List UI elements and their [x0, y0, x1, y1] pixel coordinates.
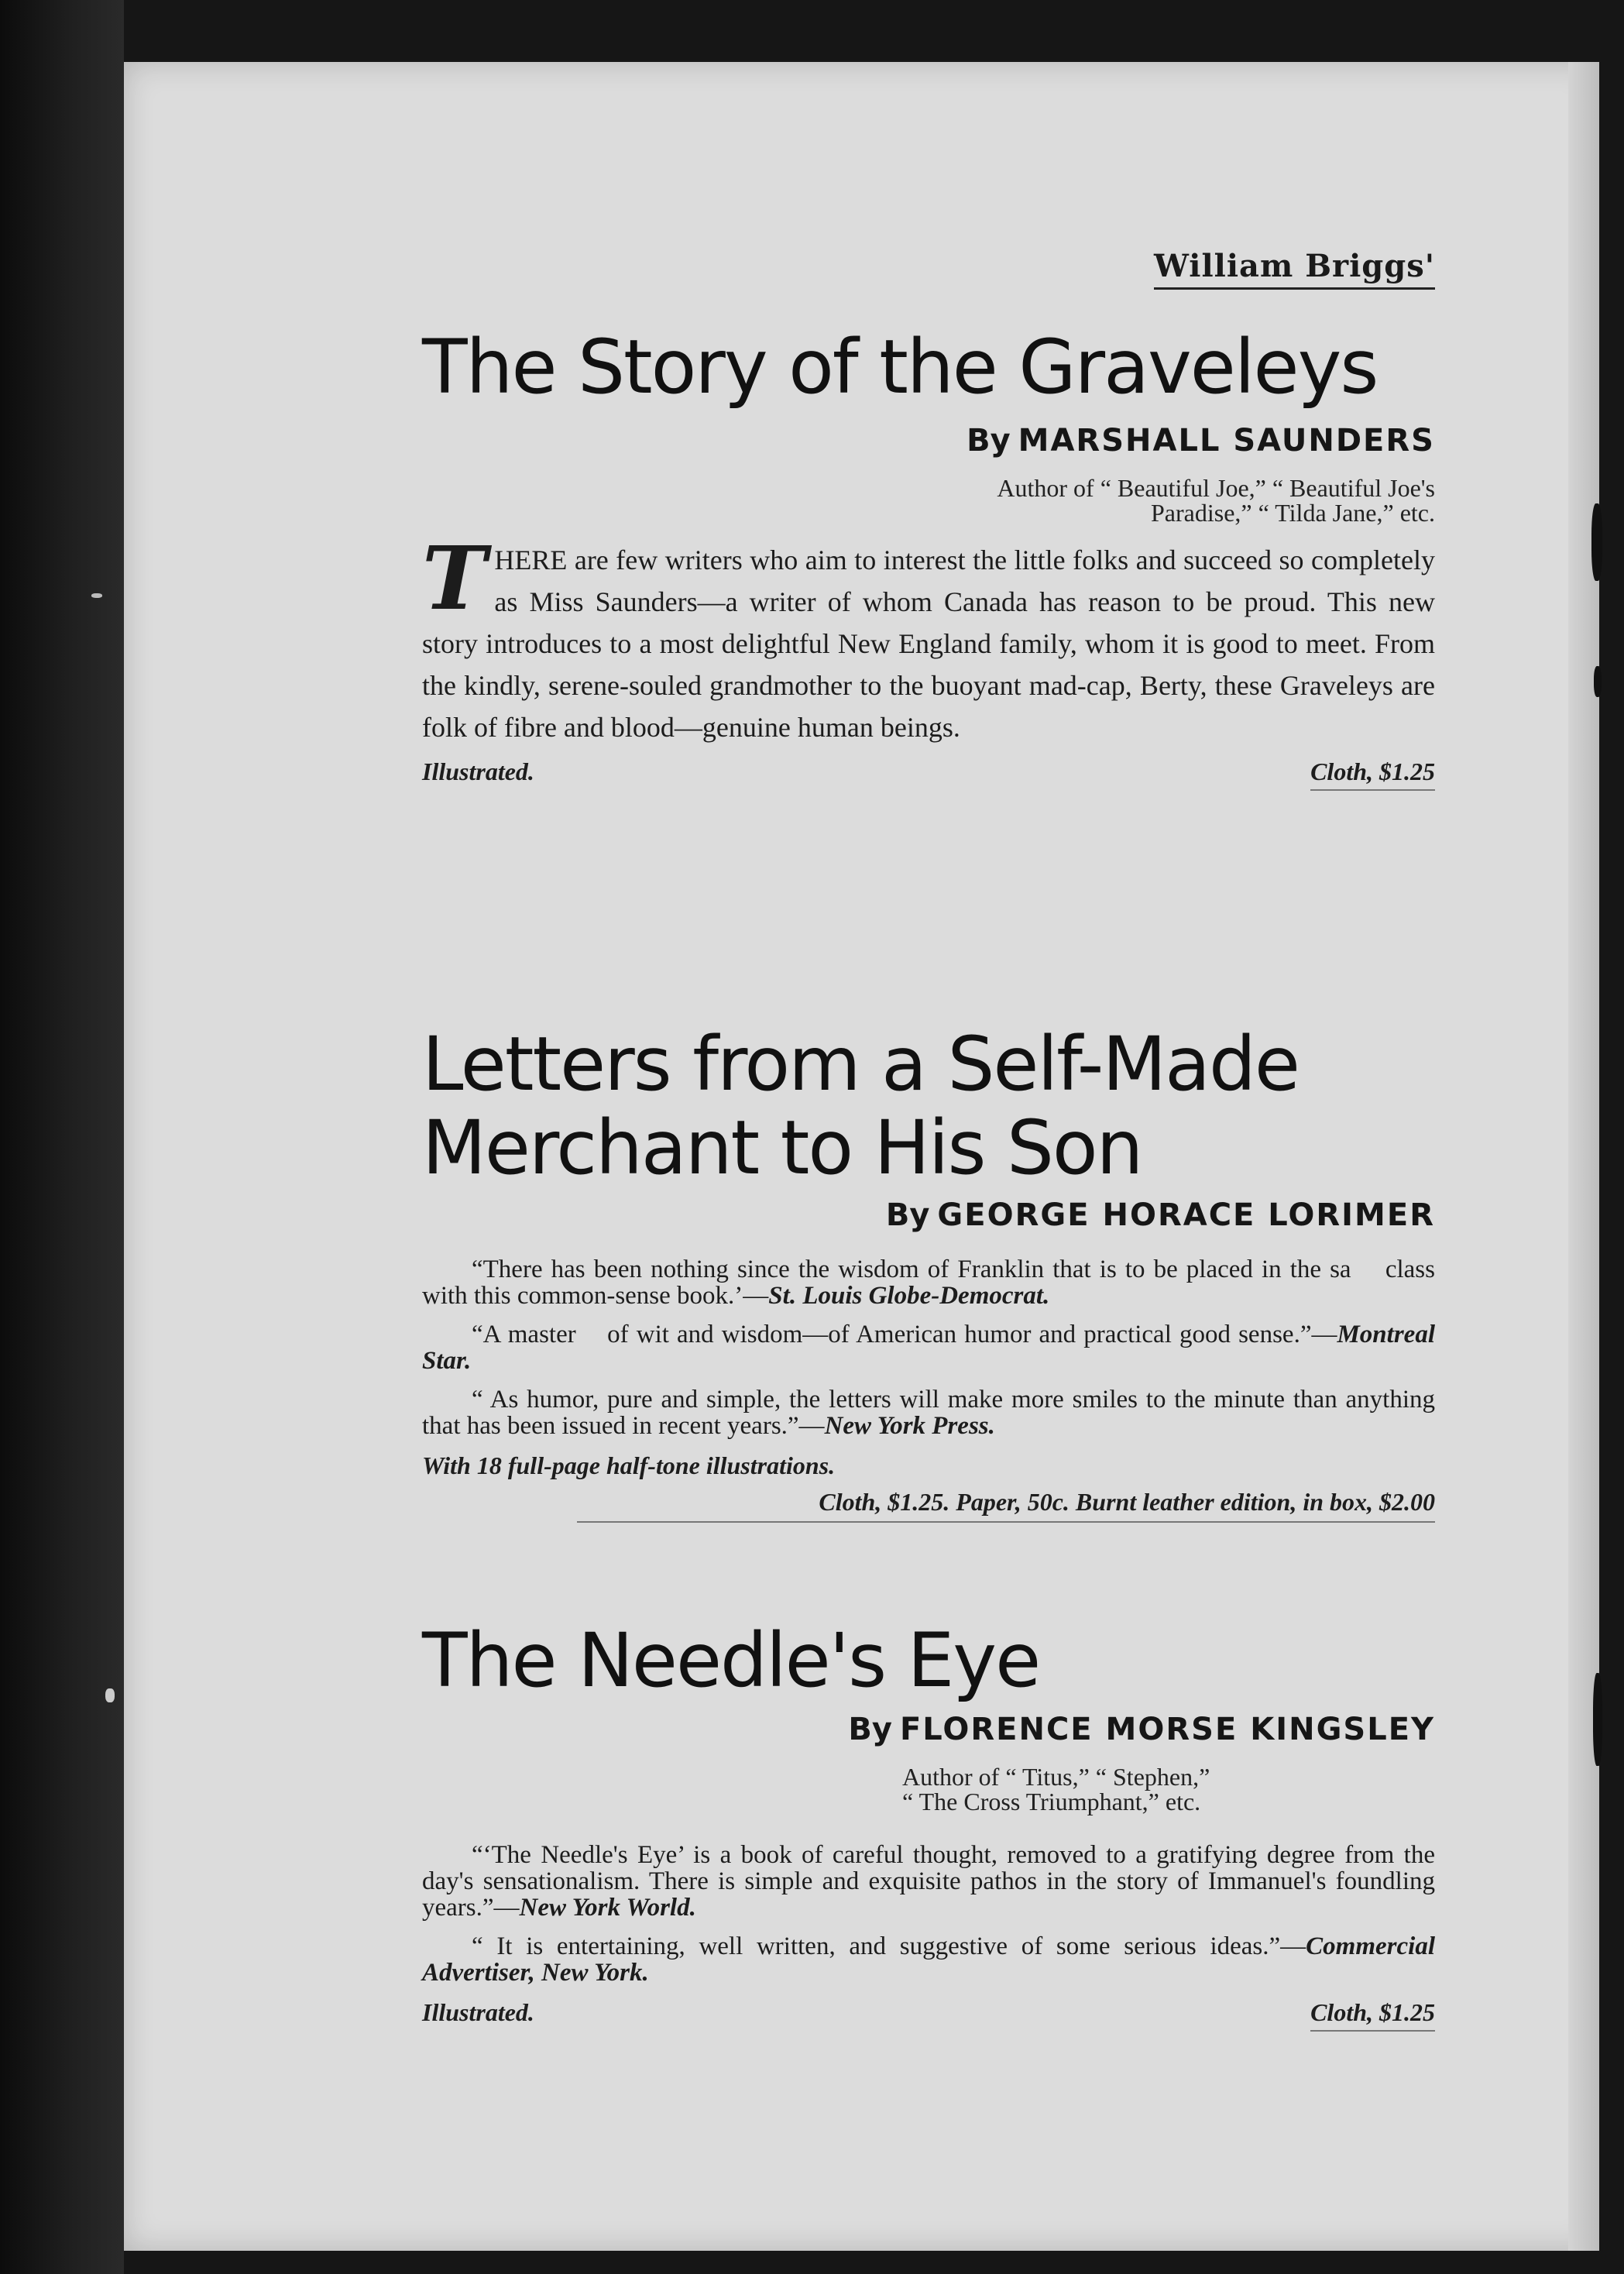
author-of [422, 476, 1435, 525]
book-title-line: Merchant to His Son [422, 1104, 1142, 1191]
book-graveleys [422, 325, 1435, 791]
book-title: The Story of the Graveleys [422, 324, 1378, 410]
description-text: HERE are few writers who aim to interest the little folks and succeed so completely as Miss Saunders—a writer of whom Canada has reason to be proud. This new story introduces to a most delightful New England family, whom it is good to meet. From the kindly, serene-souled grandmother to the buoyant mad-cap, Berty, these Graveleys are folk of fibre and blood—genuine human beings. [422, 544, 1435, 743]
author-name: FLORENCE MORSE KINGSLEY [899, 1712, 1435, 1747]
price-row [422, 757, 1435, 791]
author-of-line: “ The Cross Triumphant,” etc. [902, 1788, 1201, 1815]
quote-text: “There has been nothing since the wisdom of Franklin that is to be placed in the sa class with this common-sense book.’— [422, 1256, 1435, 1310]
publisher-header: William Briggs' [1154, 248, 1435, 290]
review-quote [422, 1256, 1435, 1309]
author-of-line: Author of “ Beautiful Joe,” “ Beautiful Joe's [997, 474, 1435, 502]
ink-mark [1593, 1673, 1602, 1766]
price-row [422, 1998, 1435, 2032]
book-letters [422, 1022, 1435, 1523]
author-name: GEORGE HORACE LORIMER [937, 1197, 1435, 1233]
byline-by: By [885, 1197, 930, 1233]
byline-by: By [967, 423, 1011, 459]
price: Cloth, $1.25 [1310, 1998, 1435, 2032]
review-quote [422, 1842, 1435, 1921]
byline [422, 1197, 1435, 1233]
quote-text: “‘The Needle's Eye’ is a book of careful thought, removed to a gratifying degree from the day's sensationalism. There is simple and exquisite pathos in the story of Immanuel's foundling years.”— [422, 1841, 1435, 1922]
prices-line: Cloth, $1.25. Paper, 50c. Burnt leather edition, in box, $2.00 [577, 1488, 1435, 1523]
byline [422, 1712, 1435, 1747]
quote-source: New York World. [519, 1894, 696, 1922]
review-quote [422, 1321, 1435, 1374]
review-quotes [422, 1256, 1435, 1439]
drop-cap: T [422, 528, 487, 630]
author-name: MARSHALL SAUNDERS [1018, 423, 1435, 459]
ink-mark [1594, 666, 1602, 697]
quote-source: Commercial Advertiser, New York. [422, 1932, 1435, 1987]
scan-speck [105, 1688, 115, 1702]
review-quote [422, 1386, 1435, 1439]
author-of-line: Paradise,” “ Tilda Jane,” etc. [1151, 499, 1435, 527]
illustrations-note: With 18 full-page half-tone illustrations. [422, 1451, 836, 1479]
book-needles-eye [422, 1619, 1435, 2032]
byline-by: By [848, 1712, 892, 1747]
quote-text: “ As humor, pure and simple, the letters will make more smiles to the minute than anything that has been issued in recent years.”— [422, 1386, 1435, 1440]
book-title: The Needle's Eye [422, 1617, 1040, 1704]
catalog-page [124, 62, 1599, 2251]
quote-source: Montreal Star. [422, 1321, 1435, 1375]
book-description [422, 528, 1435, 748]
review-quote [422, 1933, 1435, 1986]
page-fold [1568, 62, 1599, 2251]
illustrated-note: Illustrated. [422, 1998, 534, 2026]
review-quotes [422, 1842, 1435, 1986]
illustrated-note: Illustrated. [422, 757, 534, 785]
scan-border-left [0, 0, 124, 2274]
ink-mark [1591, 503, 1602, 581]
author-of-line: Author of “ Titus,” “ Stephen,” [902, 1763, 1210, 1791]
price: Cloth, $1.25 [1310, 757, 1435, 791]
book-title-line: Letters from a Self-Made [422, 1021, 1299, 1108]
quote-source: New York Press. [824, 1412, 995, 1440]
quote-text: “A master of wit and wisdom—of American humor and practical good sense.”— [472, 1321, 1337, 1348]
author-of [422, 1764, 1435, 1814]
quote-source: St. Louis Globe-Democrat. [768, 1282, 1050, 1310]
byline [422, 423, 1435, 459]
scan-speck [91, 593, 102, 598]
quote-text: “ It is entertaining, well written, and suggestive of some serious ideas.”— [472, 1932, 1306, 1960]
